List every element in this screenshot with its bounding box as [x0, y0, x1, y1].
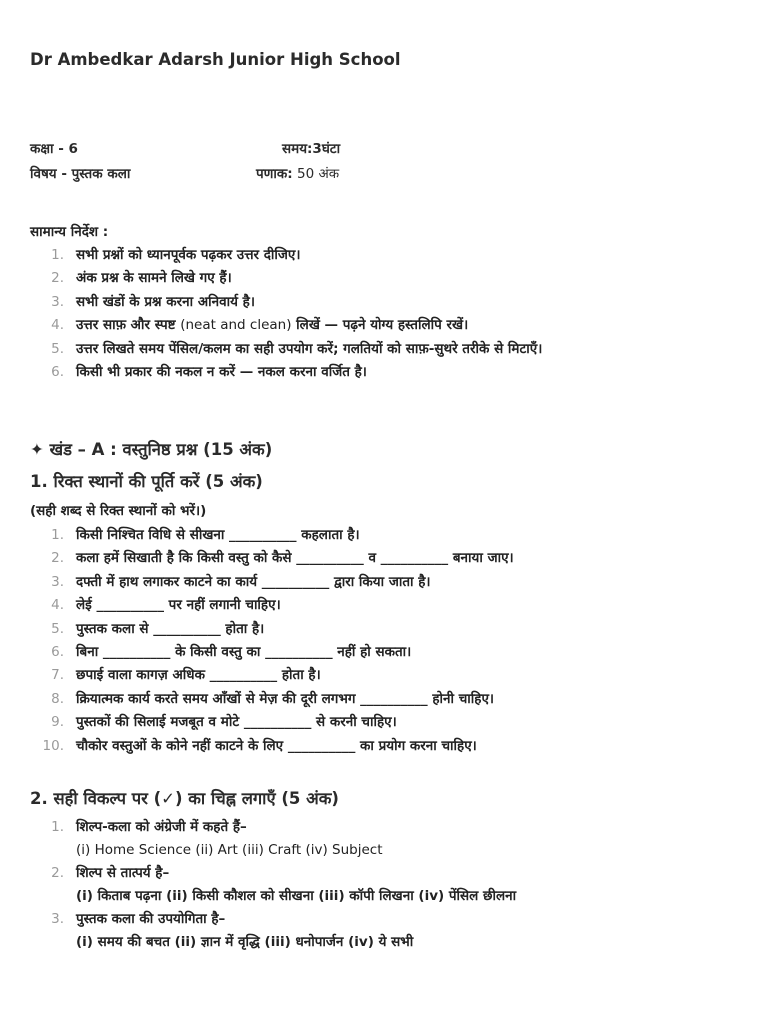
subject-label: विषय - पुस्तक कला	[30, 166, 131, 182]
question-text: पुस्तक कला से __________ होता है।	[76, 620, 265, 637]
question-text: बिना __________ के किसी वस्तु का __________ नहीं हो सकता।	[76, 643, 412, 660]
instruction-text: किसी भी प्रकार की नकल न करें — नकल करना वर्जित है।	[76, 363, 367, 380]
list-item: 4. उत्तर साफ़ और स्पष्ट (neat and clean) लिखें — पढ़ने योग्य हस्तलिपि रखें।	[51, 317, 469, 334]
mcq-list	[30, 908, 750, 931]
instruction-text: उत्तर लिखते समय पेंसिल/कलम का सही उपयोग करें; गलतियों को साफ़-सुथरे तरीके से मिटाएँ।	[76, 340, 543, 357]
list-item: 2. शिल्प से तात्पर्य है–	[51, 865, 170, 881]
question-text: पुस्तकों की सिलाई मजबूत व मोटे __________ से करनी चाहिए।	[76, 714, 397, 731]
instruction-text: सभी खंडों के प्रश्न करना अनिवार्य है।	[76, 293, 255, 310]
question-text: किसी निश्चित विधि से सीखना __________ कहलाता है।	[76, 527, 360, 543]
question-text: पुस्तक कला की उपयोगिता है–	[76, 911, 226, 927]
list-item: 6. किसी भी प्रकार की नकल न करें — नकल करना वर्जित है।	[51, 363, 367, 380]
question-text: दफ्ती में हाथ लगाकर काटने का कार्य __________ द्वारा किया जाता है।	[76, 573, 431, 590]
list-item: 2. कला हमें सिखाती है कि किसी वस्तु को कैसे __________ व __________ बनाया जाए।	[51, 550, 514, 567]
mcq-list	[30, 816, 750, 839]
list-item: 6. बिना __________ के किसी वस्तु का __________ नहीं हो सकता।	[51, 643, 412, 660]
q1-subheading: (सही शब्द से रिक्त स्थानों को भरें।)	[30, 503, 207, 519]
list-item: 5. उत्तर लिखते समय पेंसिल/कलम का सही उपयोग करें; गलतियों को साफ़-सुथरे तरीके से मिटाएँ।	[51, 340, 543, 357]
marks-value: 50 अंक	[292, 166, 340, 182]
list-item: 3. पुस्तक कला की उपयोगिता है–	[51, 911, 226, 927]
instructions-list	[30, 244, 750, 384]
list-item: 5. पुस्तक कला से __________ होता है।	[51, 620, 265, 637]
instruction-text: लिखें — पढ़ने योग्य हस्तलिपि रखें।	[291, 317, 469, 334]
options-line: (i) किताब पढ़ना (ii) किसी कौशल को सीखना (iii) कॉपी लिखना (iv) पेंसिल छीलना	[76, 888, 517, 904]
options-line: (i) समय की बचत (ii) ज्ञान में वृद्धि (iii) धनोपार्जन (iv) ये सभी	[76, 934, 414, 950]
instruction-text: सभी प्रश्नों को ध्यानपूर्वक पढ़कर उत्तर दीजिए।	[76, 247, 301, 263]
time-label: समय:3घंटा	[282, 141, 341, 157]
list-item: 10. चौकोर वस्तुओं के कोने नहीं काटने के लिए __________ का प्रयोग करना चाहिए।	[42, 737, 477, 754]
school-name: Dr Ambedkar Adarsh Junior High School	[30, 50, 401, 69]
list-item: 7. छपाई वाला कागज़ अधिक __________ होता है।	[51, 667, 321, 684]
list-item: 3. दफ्ती में हाथ लगाकर काटने का कार्य __________ द्वारा किया जाता है।	[51, 573, 431, 590]
list-item: 3. सभी खंडों के प्रश्न करना अनिवार्य है।	[51, 293, 255, 310]
options-line: (i) Home Science (ii) Art (iii) Craft (iv) Subject	[76, 842, 383, 858]
list-item: 1. किसी निश्चित विधि से सीखना __________ कहलाता है।	[51, 527, 360, 543]
fill-blanks-list	[30, 524, 750, 758]
list-item: 1. शिल्प-कला को अंग्रेजी में कहते हैं–	[51, 819, 247, 835]
section-a-heading: ✦ खंड – A : वस्तुनिष्ठ प्रश्न (15 अंक)	[30, 440, 273, 459]
instruction-text: अंक प्रश्न के सामने लिखे गए हैं।	[76, 270, 232, 287]
marks-label	[256, 164, 339, 182]
class-label: कक्षा - 6	[30, 141, 78, 157]
question-text: शिल्प से तात्पर्य है–	[76, 865, 170, 881]
q2-heading: 2. सही विकल्प पर (✓) का चिह्न लगाएँ (5 अंक)	[30, 789, 339, 808]
question-text: लेई __________ पर नहीं लगानी चाहिए।	[76, 597, 281, 614]
instructions-heading: सामान्य निर्देश :	[30, 224, 109, 240]
list-item: 1. सभी प्रश्नों को ध्यानपूर्वक पढ़कर उत्तर दीजिए।	[51, 247, 301, 263]
marks-label-text: पणाक:	[256, 166, 293, 182]
list-item: 4. लेई __________ पर नहीं लगानी चाहिए।	[51, 597, 281, 614]
question-text: छपाई वाला कागज़ अधिक __________ होता है।	[76, 667, 321, 684]
question-text: चौकोर वस्तुओं के कोने नहीं काटने के लिए __________ का प्रयोग करना चाहिए।	[76, 737, 477, 754]
list-item: 2. अंक प्रश्न के सामने लिखे गए हैं।	[51, 270, 232, 287]
instruction-text: उत्तर साफ़ और स्पष्ट	[76, 317, 181, 334]
q1-heading: 1. रिक्त स्थानों की पूर्ति करें (5 अंक)	[30, 472, 263, 491]
instruction-text-english: (neat and clean)	[180, 317, 292, 334]
question-text: कला हमें सिखाती है कि किसी वस्तु को कैसे __________ व __________ बनाया जाए।	[76, 550, 514, 567]
list-item: 8. क्रियात्मक कार्य करते समय आँखों से मेज़ की दूरी लगभग __________ होनी चाहिए।	[51, 690, 495, 707]
mcq-list	[30, 862, 750, 885]
question-text: शिल्प-कला को अंग्रेजी में कहते हैं–	[76, 819, 247, 835]
list-item: 9. पुस्तकों की सिलाई मजबूत व मोटे __________ से करनी चाहिए।	[51, 714, 397, 731]
question-text: क्रियात्मक कार्य करते समय आँखों से मेज़ की दूरी लगभग __________ होनी चाहिए।	[76, 690, 495, 707]
